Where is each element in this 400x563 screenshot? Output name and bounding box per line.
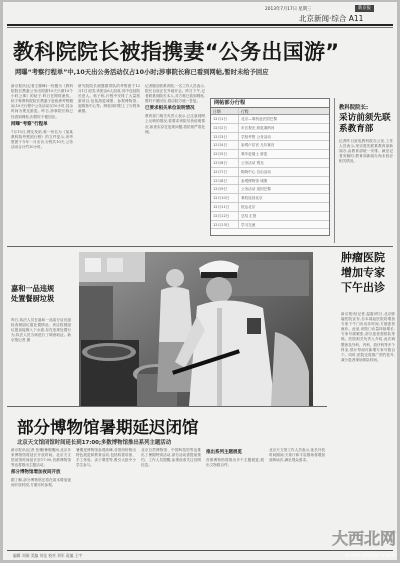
itinerary-body <box>211 115 329 229</box>
watermark-text: 大西北网 <box>331 529 396 548</box>
lead-col1-text-b: 7月15日,网友发帖,称一份名为《某某教科院考察团行程》的文件显示,该考察团于今年一月出访,行程共10天,公务活动合计约10小时。 <box>11 129 73 149</box>
itinerary-plan-cell: 公务活动 返回巴黎 <box>241 187 271 192</box>
itinerary-plan-cell: 公务活动 观光 <box>241 160 264 165</box>
itinerary-row <box>211 115 329 124</box>
museum-column-3 <box>141 448 201 548</box>
watermark-logo <box>318 526 398 562</box>
itinerary-plan-cell: 参观卢浮宫 凡尔赛宫 <box>241 143 275 148</box>
itinerary-date-cell: 12月1日 <box>211 115 239 123</box>
newspaper-page <box>3 2 397 560</box>
museum-divider <box>7 406 327 407</box>
itinerary-date-cell: 12月13日 <box>211 221 239 229</box>
museum-column-1 <box>11 448 71 548</box>
itinerary-plan-cell: 乘车赴瑞士 游览 <box>241 152 268 157</box>
news-photo <box>79 252 313 406</box>
lead-column-3 <box>145 84 205 244</box>
photo-story-label: 嘉和一品违规处置餐厨垃圾 <box>11 284 55 303</box>
sidebar-headline: 采访前须先联系教育部 <box>339 113 391 134</box>
itinerary-plan-cell: 抵达北京 <box>241 204 256 209</box>
itinerary-date-cell: 12月11日 <box>211 203 239 211</box>
sidebar-kicker: 教科院院长: <box>339 105 369 111</box>
header-rule <box>7 24 393 26</box>
itinerary-date-cell: 12月2日 <box>211 124 239 132</box>
museum-column-2 <box>76 448 136 548</box>
issue-date: 2013年7月17日 星期三 <box>265 7 312 12</box>
itinerary-header-row <box>211 108 329 115</box>
right-story-headline: 肿瘤医院增加专家下午出诊 <box>341 251 385 294</box>
itinerary-date-cell: 12月7日 <box>211 168 239 176</box>
itinerary-date-cell: 12月5日 <box>211 150 239 158</box>
itinerary-date-cell: 12月9日 <box>211 185 239 193</box>
museum-column-5 <box>269 448 325 526</box>
sidebar-divider <box>334 98 335 243</box>
museum-col3-text: 北京自然博物馆、中国科技馆等也推出了暑期特别活动,部分活动需提前预约。工作人员提醒,参观前请关注官网信息。 <box>141 448 201 468</box>
itinerary-title: 网帖部分行程 <box>211 99 329 108</box>
itinerary-row <box>211 124 329 133</box>
itinerary-plan-cell: 学校考察 公务活动 <box>241 134 271 139</box>
lead-subhead: 网曝“考察行程单”中,10天出公务活动仅占10小时;涉事院长称已看到网帖,暂时未给予回应 <box>15 69 269 76</box>
itinerary-row <box>211 133 329 142</box>
museum-col2-text: 暑期是博物馆参观高峰,各馆纷纷推出特色展览和教育活动,包括科普讲座、手工体验、亲子课堂等,吸引大批中小学生参与。 <box>76 448 136 468</box>
lead-col3-text-b: 教育部门相关负责人表示,已注意到网上反映的情况,将要求该院尽快说明情况,如查实存在违规问题,将依规严肃处理。 <box>145 114 205 134</box>
itinerary-plan-cell: 参观博物馆 城堡 <box>241 178 268 183</box>
section-divider <box>7 246 393 247</box>
photo-kitchen-inspection <box>79 252 313 406</box>
itinerary-col-date: 日期 <box>211 108 239 114</box>
museum-col4-text: 首都博物馆将推出多个主题展览,展出文物数百件。 <box>206 458 264 468</box>
itinerary-plan-cell: 市区观光 游览塞纳河 <box>241 125 275 130</box>
itinerary-plan-cell: 总结 汇报 <box>241 213 257 218</box>
museum-col4-subhead: 推出系列主题展览 <box>206 450 242 455</box>
sidebar-body-text: 记者昨日致电教科院办公室,工作人员表示,采访需先联系教育部新闻办,由教育部统一安排。截至记者发稿时,教育部新闻办尚未回应相关情况。 <box>339 139 393 164</box>
itinerary-plan-cell: 乘机返回北京 <box>241 196 263 201</box>
museum-col1-text-b: 据了解,部分博物馆还将在周末增加夜间开放时段,方便市民参观。 <box>11 478 71 488</box>
itinerary-row <box>211 168 329 177</box>
itinerary-plan-cell: 购物中心 自由活动 <box>241 169 271 174</box>
lead-column-2 <box>78 84 140 244</box>
itinerary-row <box>211 141 329 150</box>
lead-col2-text: 研究院院长谢慧娟带队的考察团于12月1日出国,该团由6人组成,其中包括院长爱人。帖子称,行程中安排了大量旅游项目,包括游览城堡、参观博物馆、逛购物中心等。网帖同时附上了行程单截图。 <box>78 84 140 114</box>
paper-tag: 新京报 <box>355 5 374 12</box>
footer-credits: 编辑 刘刚 美编 刘佳 校对 刘军 责编 王宇 <box>13 553 83 558</box>
itinerary-date-cell: 12月4日 <box>211 141 239 149</box>
itinerary-row <box>211 159 329 168</box>
itinerary-col-plan: 行程 <box>241 109 249 114</box>
itinerary-row <box>211 150 329 159</box>
photo-caption-text: 昨日,执法人员在嘉和一品某分店后厨检查餐厨垃圾处置情况。该店将餐厨垃圾直接倒入下水道,存在违规处置行为,执法人员当场进行了调查取证。新京报记者 摄 <box>11 318 71 343</box>
itinerary-date-cell: 12月8日 <box>211 177 239 185</box>
museum-column-4 <box>206 448 264 548</box>
itinerary-date-cell: 12月12日 <box>211 212 239 220</box>
header-rule-thin <box>7 27 393 28</box>
museum-col1-subhead: 部分博物馆增加夜间开放 <box>11 470 61 476</box>
lead-headline: 教科院院长被指携妻“公务出国游” <box>13 40 340 64</box>
watermark-url: www.dxbei.com <box>344 551 396 559</box>
photo-caption <box>11 318 71 404</box>
museum-col5-text: 北京天文馆工作人员表示,延长开放时间期间,天象厅和宇宙剧场将增加放映场次,满足观众需求。 <box>269 448 325 463</box>
right-story-text: 新京报讯(记者 温薷)昨日,北京肿瘤医院宣布,自本周起医院将增加专家下午门诊出诊时间,方便患者就诊。此前,该院门诊量持续增长,专家号源紧张,部分患者需排队等候。医院相关负责人介绍,此次调整涉及外科、内科、放疗科等多个科室,预计每周可新增专家号数百个。同时,医院还将推广预约挂号,减少患者现场排队时间。 <box>341 312 395 362</box>
itinerary-plan-cell: 学习交流 <box>241 222 256 227</box>
itinerary-row <box>211 203 329 212</box>
itinerary-row <box>211 194 329 203</box>
lead-col3-text: 记者随后联系该院,一名工作人员表示,院长目前正在外地开会。昨日下午,记者联系到院长本人,对方称已看到网帖,暂时不便回应,将由院方统一答复。 <box>145 84 205 104</box>
itinerary-row <box>211 212 329 221</box>
itinerary-date-cell: 12月3日 <box>211 133 239 141</box>
museum-col1-text: 新京报讯(记者 张骥)暑假期间,北京多家博物馆将延长开放时间。北京天文馆闭馆时间延长至17:00,首都博物馆等也将推出主题活动。 <box>11 448 71 468</box>
museum-headline: 部分博物馆暑期延迟闭馆 <box>17 418 199 437</box>
itinerary-plan-cell: 北京—乘机赴法国巴黎 <box>241 117 277 121</box>
lead-col3-subhead: 已要求相关单位说明情况 <box>145 106 195 112</box>
itinerary-date-cell: 12月6日 <box>211 159 239 167</box>
museum-subhead: 北京天文馆闭馆时间延长到17:00;多数博物馆推出系列主题活动 <box>17 440 172 446</box>
itinerary-date-cell: 12月10日 <box>211 194 239 202</box>
section-label: 北京新闻·综合 A11 <box>299 14 364 23</box>
itinerary-row <box>211 185 329 194</box>
lead-col1-subhead: 网曝“考察”行程单 <box>11 121 48 127</box>
lead-col1-text: 新京报讯(记者王继峰)一份题为《教科院院长携妻公务出国游10天只做10个小时公事》的帖子,昨日在网络流传。帖子称教科院院长携妻子赴欧洲考察期间,10天行程中公务活动仅10小时,其余时间为观光游览。昨日,涉事院长称已经看到网帖,但暂时不便回应。 <box>11 84 73 119</box>
sidebar-body <box>339 139 393 243</box>
lead-column-1 <box>11 84 73 244</box>
right-story-body <box>341 312 395 548</box>
itinerary-table <box>210 98 330 236</box>
itinerary-row <box>211 221 329 230</box>
itinerary-row <box>211 177 329 186</box>
